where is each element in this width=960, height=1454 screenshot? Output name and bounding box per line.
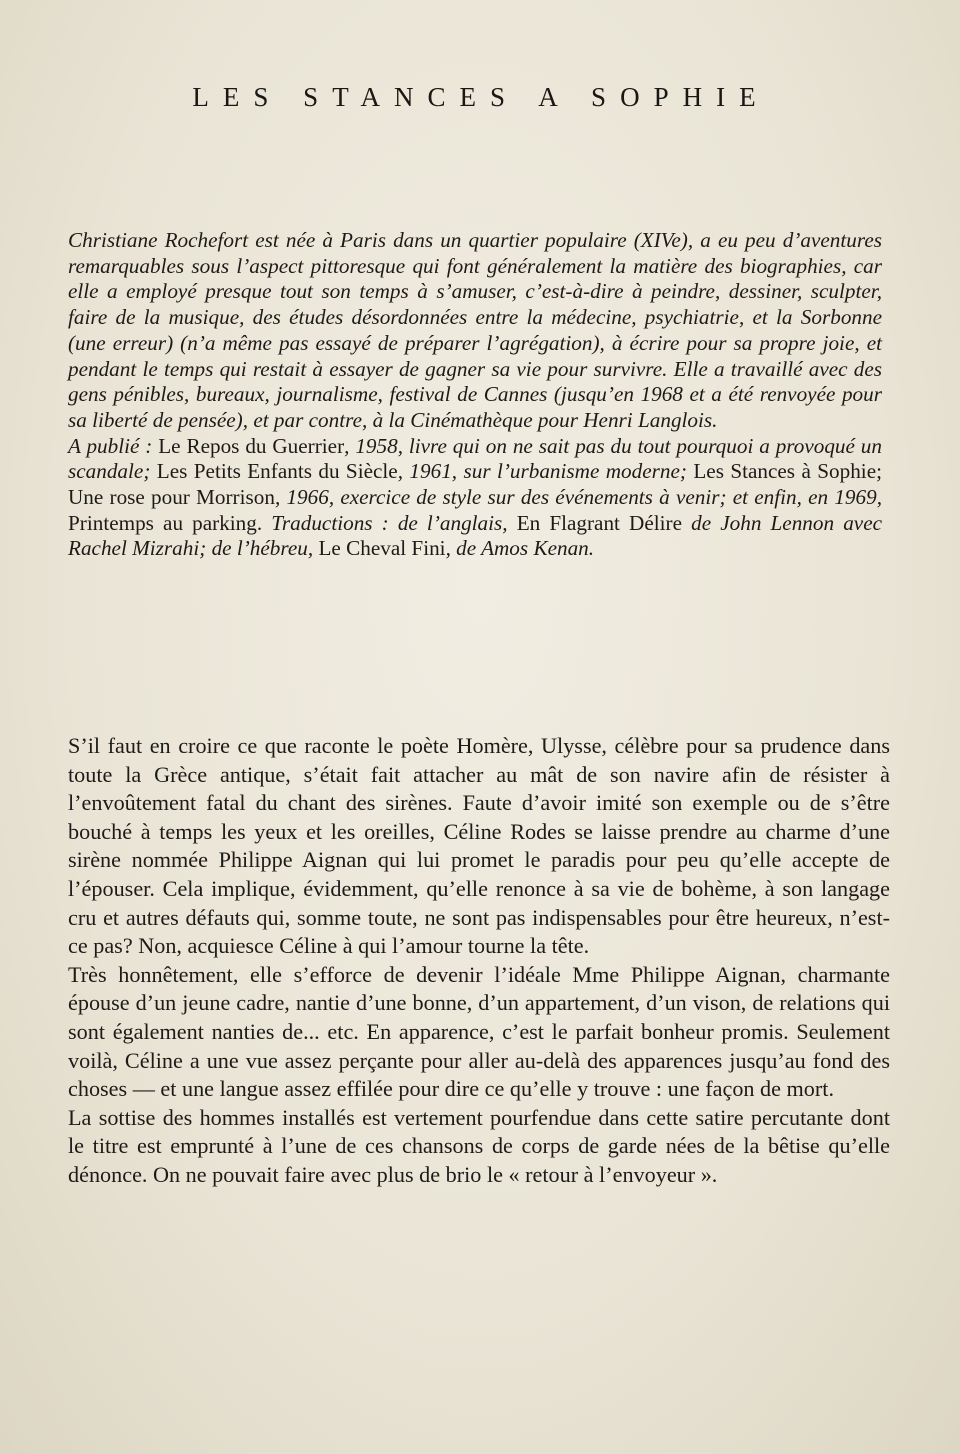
blurb-paragraph: S’il faut en croire ce que raconte le poète Homère, Ulysse, célèbre pour sa prudence dans toute la Grèce antique, s’était fait attacher au mât de son navire afin de résister à l’envoûtement fatal du chant des sirènes. Faute d’avoir imité son exemple ou de s’être bouché à temps les yeux et les oreilles, Céline Rodes se laisse prendre au charme d’une sirène nommée Philippe Aignan qui lui promet le paradis pour peu qu’elle accepte de l’épouser. Cela implique, évidemment, qu’elle renonce à sa vie de bohème, à son langage cru et autres défauts qui, somme toute, ne sont pas indispensables pour être heureux, n’est-ce pas? Non, acquiesce Céline à qui l’amour tourne la tête.	[68, 733, 890, 959]
book-title: Une rose pour Morrison	[68, 485, 275, 510]
blurb-paragraph: Très honnêtement, elle s’efforce de devenir l’idéale Mme Philippe Aignan, charmante épouse d’un jeune cadre, nantie d’une bonne, d’un appartement, d’un vison, de relations qui sont également nanties de... etc. En apparence, c’est le parfait bonheur promis. Seulement voilà, Céline a une vue assez perçante pour aller au-delà des apparences jusqu’au fond des choses — et une langue assez effilée pour dire ce qu’elle y trouve : une façon de mort.	[68, 961, 890, 1102]
biography-paragraph: Christiane Rochefort est née à Paris dans un quartier populaire (XIVe), a eu peu d’aventures remarquables sous l’aspect pittoresque qui font généralement la matière des biographies, car elle a employé presque tout son temps à s’amuser, c’est-à-dire à peindre, dessiner, sculpter, faire de la musique, des études désordonnées entre la médecine, psychiatrie, et la Sorbonne (une erreur) (n’a même pas essayé de préparer l’agrégation), à écrire pour sa propre joie, et pendant le temps qui restait à essayer de gagner sa vie pour survivre. Elle a travaillé avec des gens pénibles, bureaux, journalisme, festival de Cannes (jusqu’en 1968 et a été renvoyée pour sa liberté de pensée), et par contre, à la Cinémathèque pour Henri Langlois.	[68, 228, 882, 432]
author-biography	[68, 228, 882, 562]
book-note: , 1961, sur l’urbanisme moderne;	[397, 459, 694, 484]
book-title: Le Repos du Guerrier	[158, 433, 345, 458]
book-title: Les Petits Enfants du Siècle	[156, 459, 398, 484]
translation-title: Le Cheval Fini	[318, 536, 446, 561]
bibliography-intro: A publié :	[68, 433, 159, 458]
translation-note: de John Lennon avec Rachel Mizrahi; de l’hébreu,	[68, 510, 882, 561]
book-note: , 1958, livre qui on ne sait pas du tout pourquoi a provoqué un scandale;	[68, 433, 882, 484]
book-note: , 1966, exercice de style sur des événements à venir; et enfin, en 1969,	[274, 485, 882, 510]
book-blurb	[68, 732, 890, 1190]
bibliography-paragraph	[68, 434, 882, 563]
separator: ;	[876, 459, 882, 484]
book-title: Printemps au parking	[68, 510, 257, 535]
book-page	[68, 0, 894, 1454]
blurb-paragraph: La sottise des hommes installés est vertement pourfendue dans cette satire percutante dont le titre est emprunté à l’une de ces chansons de corps de garde nées de la bêtise qu’elle dénonce. On ne pouvait faire avec plus de brio le « retour à l’envoyeur ».	[68, 1104, 890, 1187]
translations-intro: Traductions : de l’anglais,	[271, 510, 517, 535]
translation-note: , de Amos Kenan.	[445, 536, 595, 561]
translation-title: En Flagrant Délire	[516, 510, 682, 535]
separator: .	[256, 510, 272, 535]
book-title: Les Stances à Sophie	[693, 459, 877, 484]
page-title: LES STANCES A SOPHIE	[192, 82, 770, 112]
